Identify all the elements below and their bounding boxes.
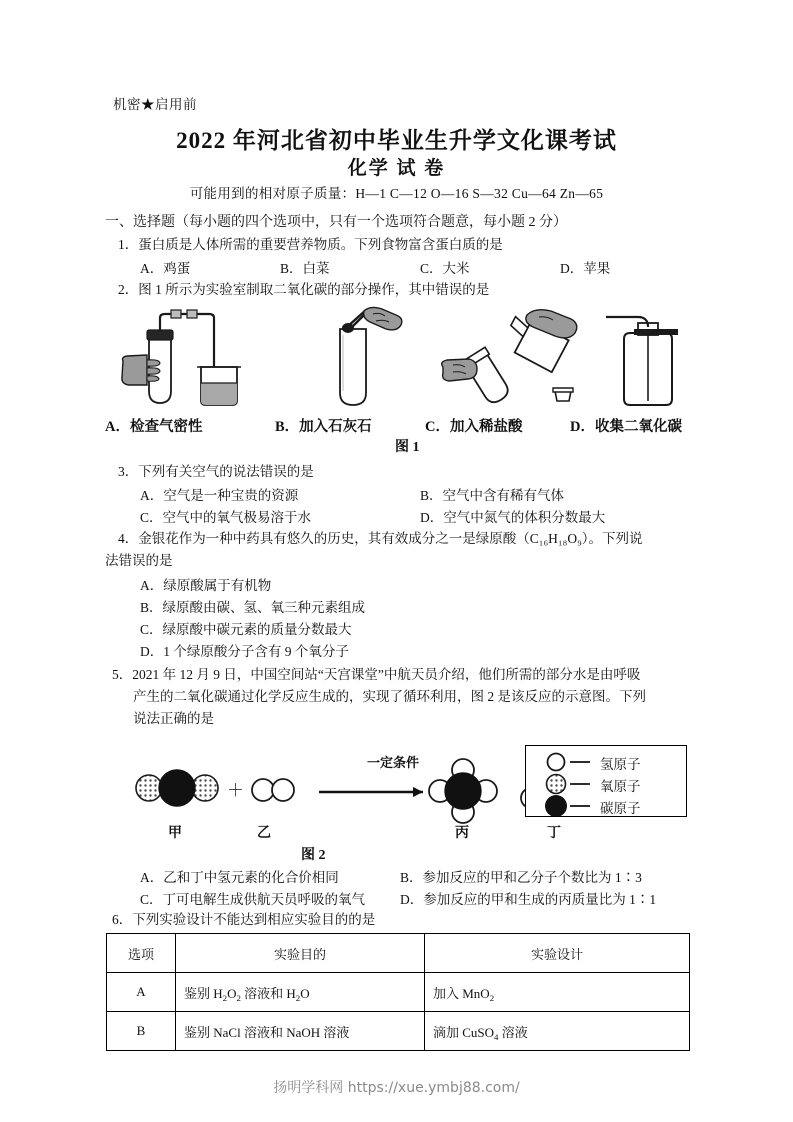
- question-6-stem: 6．下列实验设计不能达到相应实验目的的是: [112, 912, 376, 927]
- question-5-option-c: C．丁可电解生成供航天员呼吸的氧气: [140, 892, 366, 907]
- question-5-option-d: D．参加反应的甲和生成的丙质量比为 1∶1: [400, 892, 657, 907]
- question-1-option-d: D．苹果: [560, 261, 611, 276]
- apparatus-gas-tightness-check: [113, 305, 263, 413]
- question-4-stem-line1: 4．金银花作为一种中药具有悠久的历史，其有效成分之一是绿原酸（C₁₆H₁₈O₉）。下列说: [118, 531, 643, 546]
- plus-sign-reactants: ＋: [227, 781, 244, 800]
- molecule-label-jia: 甲: [168, 826, 182, 841]
- row-a-design: 加入 MnO$_2$: [425, 973, 690, 1012]
- question-4-option-c: C．绿原酸中碳元素的质量分数最大: [140, 622, 352, 637]
- apparatus-add-dilute-acid: [435, 305, 585, 413]
- question-4-stem-line2: 法错误的是: [105, 553, 173, 568]
- experiment-design-table: [106, 933, 690, 1051]
- legend-carbon-atom: 碳原子: [600, 801, 641, 816]
- figure-2-caption: 图 2: [301, 848, 326, 863]
- exam-title-line2: 化学 试 卷: [347, 158, 446, 179]
- question-3-number: 3．: [118, 464, 139, 479]
- table-header-row: [107, 934, 690, 973]
- question-1-option-b: B．白菜: [280, 261, 330, 276]
- figure-2-legend-box: [525, 745, 687, 817]
- table-header-design: 实验设计: [425, 934, 690, 973]
- atomic-mass-note: 可能用到的相对原子质量：H—1 C—12 O—16 S—32 Cu—64 Zn—65: [189, 186, 604, 201]
- apparatus-collect-co2: [580, 305, 730, 413]
- row-a-purpose: 鉴别 $H_2O_2$ 溶液和 $H_2O$: [176, 973, 425, 1012]
- reaction-condition-label: 一定条件: [367, 755, 420, 770]
- legend-hydrogen-atom: 氢原子: [600, 757, 641, 772]
- figure-1-label-c: C．加入稀盐酸: [425, 419, 523, 435]
- question-5-stem-line3: 说法正确的是: [133, 711, 214, 726]
- question-4-option-d: D．1 个绿原酸分子含有 9 个氧分子: [140, 644, 349, 659]
- question-4-option-a: A．绿原酸属于有机物: [140, 578, 272, 593]
- molecule-label-yi: 乙: [257, 826, 271, 841]
- figure-1-apparatus-group: [105, 305, 695, 465]
- molecule-label-ding: 丁: [547, 826, 561, 841]
- row-b-purpose: 鉴别 NaCl 溶液和 NaOH 溶液: [176, 1012, 425, 1051]
- question-3-option-a: A．空气是一种宝贵的资源: [140, 488, 299, 503]
- table-row: [107, 973, 690, 1012]
- question-1-option-a: A．鸡蛋: [140, 261, 191, 276]
- question-5-option-a: A．乙和丁中氢元素的化合价相同: [140, 870, 339, 885]
- question-5-stem-line1: 5．2021 年 12 月 9 日，中国空间站“天宫课堂”中航天员介绍，他们所需的部分水是由呼吸: [112, 667, 641, 682]
- figure-1-label-d: D．收集二氧化碳: [570, 419, 682, 435]
- table-row: [107, 1012, 690, 1051]
- figure-1-caption: 图 1: [395, 440, 420, 455]
- question-1-option-c: C．大米: [420, 261, 470, 276]
- section-heading: 一、选择题（每小题的四个选项中，只有一个选项符合题意，每小题 2 分）: [105, 215, 567, 230]
- question-1-number: 1．: [118, 237, 139, 252]
- question-5-option-b: B．参加反应的甲和乙分子个数比为 1∶3: [400, 870, 642, 885]
- molecule-label-bing: 丙: [455, 826, 469, 841]
- table-header-purpose: 实验目的: [176, 934, 425, 973]
- confidential-notice: 机密★启用前: [113, 97, 197, 112]
- question-4-option-b: B．绿原酸由碳、氢、氧三种元素组成: [140, 600, 366, 615]
- exam-title-line1: 2022 年河北省初中毕业生升学文化课考试: [176, 128, 617, 153]
- apparatus-add-limestone: [290, 305, 440, 413]
- row-b-design: 滴加 CuSO$_4$ 溶液: [425, 1012, 690, 1051]
- plus-sign-products: ＋: [460, 781, 477, 800]
- legend-oxygen-atom: 氧原子: [600, 779, 641, 794]
- question-5-stem-line2: 产生的二氧化碳通过化学反应生成的，实现了循环利用，图 2 是该反应的示意图。下列: [133, 689, 646, 704]
- site-watermark: 扬明学科网 https://xue.ymbj88.com/: [273, 1080, 520, 1096]
- row-b-option: B: [107, 1012, 176, 1051]
- figure-1-label-a: A．检查气密性: [105, 419, 203, 435]
- question-2-stem: 2．图 1 所示为实验室制取二氧化碳的部分操作，其中错误的是: [118, 282, 490, 297]
- question-6-number: 6．: [112, 912, 133, 927]
- question-2-number: 2．: [118, 282, 139, 297]
- figure-1-label-b: B．加入石灰石: [275, 419, 372, 435]
- question-3-option-c: C．空气中的氧气极易溶于水: [140, 510, 312, 525]
- question-4-number: 4．: [118, 531, 139, 546]
- question-1-stem: 1．蛋白质是人体所需的重要营养物质。下列食物富含蛋白质的是: [118, 237, 503, 252]
- table-header-option: 选项: [107, 934, 176, 973]
- row-a-option: A: [107, 973, 176, 1012]
- question-3-option-d: D．空气中氮气的体积分数最大: [420, 510, 606, 525]
- question-3-option-b: B．空气中含有稀有气体: [420, 488, 565, 503]
- question-3-stem: 3．下列有关空气的说法错误的是: [118, 464, 314, 479]
- question-5-number: 5．: [112, 667, 133, 682]
